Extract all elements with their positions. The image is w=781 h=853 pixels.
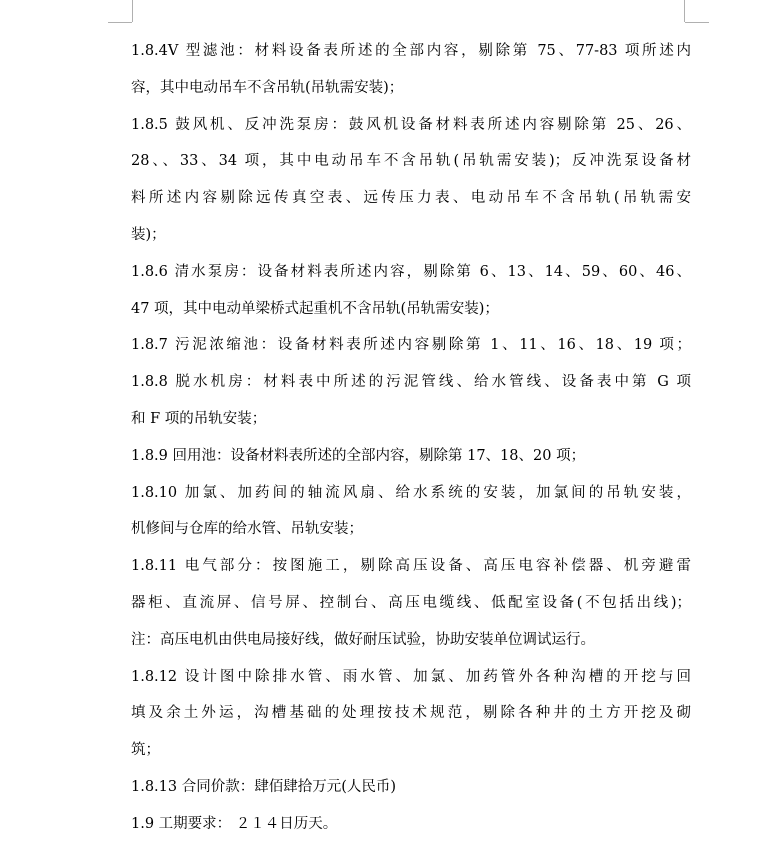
text-line: 1.8.5 鼓风机、反冲洗泵房：鼓风机设备材料表所述内容剔除第 25、26、 bbox=[131, 116, 691, 133]
text-line: 1.8.11 电气部分：按图施工，剔除高压设备、高压电容补偿器、机旁避雷 bbox=[131, 558, 691, 575]
text-line: 1.8.12 设计图中除排水管、雨水管、加氯、加药管外各种沟槽的开挖与回 bbox=[131, 668, 691, 685]
text-line: 1.8.7 污泥浓缩池：设备材料表所述内容剔除第 1、11、16、18、19 项； bbox=[131, 337, 691, 354]
text-line: 1.8.8 脱水机房：材料表中所述的污泥管线、给水管线、设备表中第 G 项 bbox=[131, 374, 691, 391]
margin-mark-top-right bbox=[684, 0, 685, 22]
text-line: 1.8.10 加氯、加药间的轴流风扇、给水系统的安装，加氯间的吊轨安装， bbox=[131, 484, 691, 501]
text-line: 筑； bbox=[131, 742, 160, 759]
text-line: 1.8.6 清水泵房：设备材料表所述内容，剔除第 6、13、14、59、60、46、 bbox=[131, 263, 691, 280]
text-line: 1.8.9 回用池：设备材料表所述的全部内容，剔除第 17、18、20 项； bbox=[131, 447, 586, 464]
margin-mark-top-left-horizontal bbox=[108, 22, 132, 23]
text-line: 机修间与仓库的给水管、吊轨安装； bbox=[131, 521, 363, 538]
margin-mark-top-right-horizontal bbox=[685, 22, 709, 23]
text-line: 1.8.13 合同价款：肆佰肆拾万元(人民币) bbox=[131, 778, 397, 795]
text-line: 填及余土外运，沟槽基础的处理按技术规范，剔除各种井的土方开挖及砌 bbox=[131, 705, 691, 722]
document-body bbox=[131, 36, 691, 846]
text-line: 容，其中电动吊车不含吊轨(吊轨需安装)； bbox=[131, 79, 404, 96]
text-line: 注：高压电机由供电局接好线，做好耐压试验，协助安装单位调试运行。 bbox=[131, 631, 595, 648]
margin-mark-top-left bbox=[132, 0, 133, 22]
text-line: 料所述内容剔除远传真空表、远传压力表、电动吊车不含吊轨(吊轨需安 bbox=[131, 190, 691, 207]
text-line: 1.9 工期要求： ２１４日历天。 bbox=[131, 815, 338, 832]
text-line: 47 项，其中电动单梁桥式起重机不含吊轨(吊轨需安装)； bbox=[131, 300, 499, 317]
text-line: 1.8.4V 型滤池：材料设备表所述的全部内容，剔除第 75、77-83 项所述内 bbox=[131, 43, 691, 59]
text-line: 装)； bbox=[131, 226, 166, 243]
text-line: 和 F 项的吊轨安装； bbox=[131, 410, 267, 427]
text-line: 器柜、直流屏、信号屏、控制台、高压电缆线、低配室设备(不包括出线)； bbox=[131, 594, 691, 611]
text-line: 28、、33、34 项，其中电动吊车不含吊轨(吊轨需安装)；反冲洗泵设备材 bbox=[131, 153, 691, 170]
